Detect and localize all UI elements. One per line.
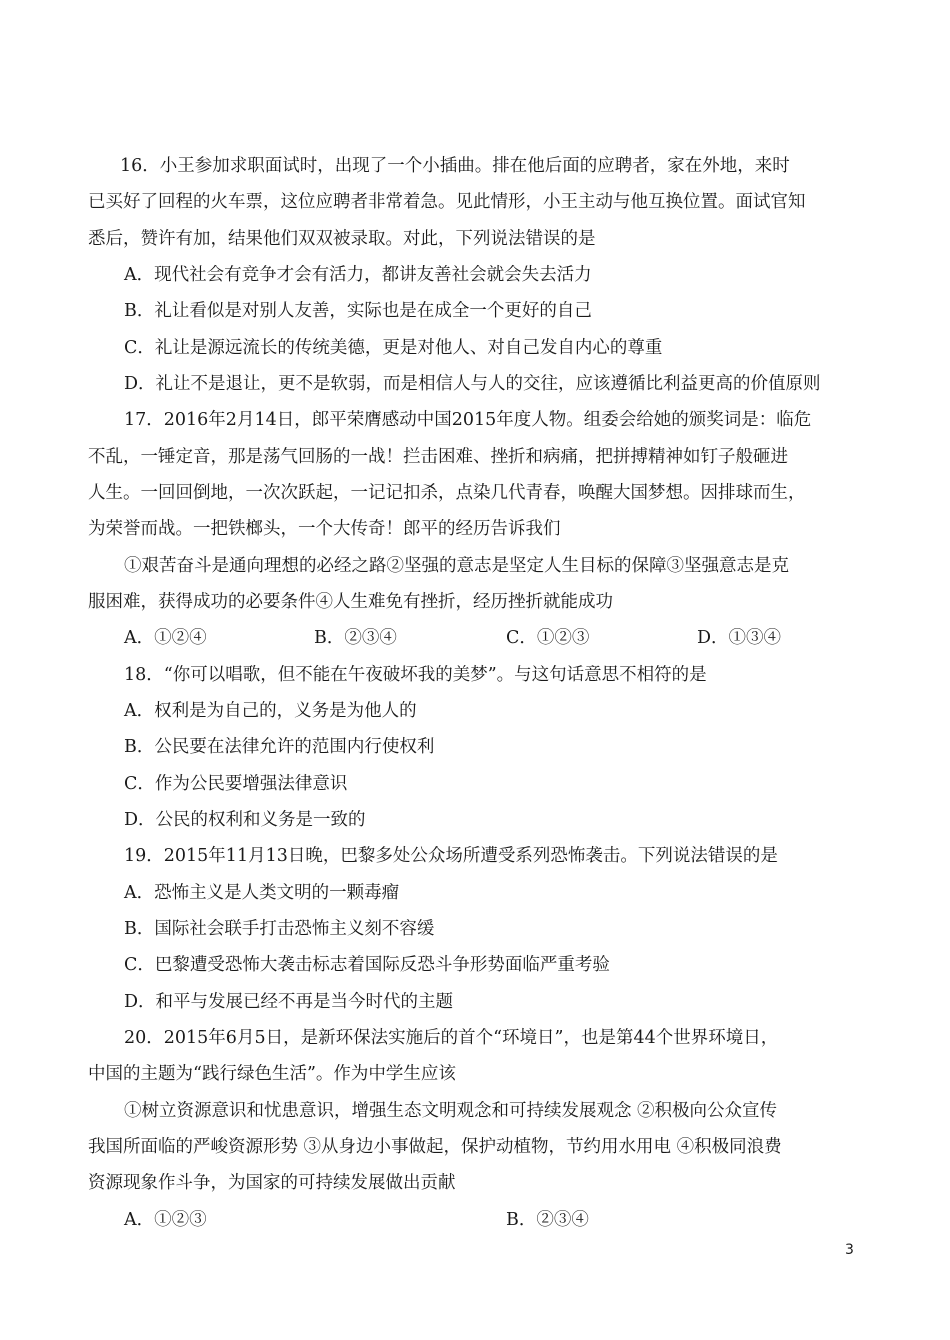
q20-option-a: A．①②③ xyxy=(124,1210,207,1230)
q19-option-d: D．和平与发展已经不再是当今时代的主题 xyxy=(124,992,454,1012)
q17-options-row xyxy=(124,626,864,650)
page-number: 3 xyxy=(845,1242,854,1258)
q16-stem-line-1: 16．小王参加求职面试时，出现了一个小插曲。排在他后面的应聘者，家在外地，来时 xyxy=(120,156,790,176)
q19-stem: 19．2015年11月13日晚，巴黎多处公众场所遭受系列恐怖袭击。下列说法错误的是 xyxy=(124,846,778,866)
q19-option-c: C．巴黎遭受恐怖大袭击标志着国际反恐斗争形势面临严重考验 xyxy=(124,955,610,975)
q16-option-c: C．礼让是源远流长的传统美德，更是对他人、对自己发自内心的尊重 xyxy=(124,338,663,358)
q20-stem-line-2: 中国的主题为“践行绿色生活”。作为中学生应该 xyxy=(88,1064,456,1084)
q16-stem-line-3: 悉后，赞许有加，结果他们双双被录取。对此，下列说法错误的是 xyxy=(88,229,596,249)
q18-option-b: B．公民要在法律允许的范围内行使权利 xyxy=(124,737,435,757)
q16-stem-line-2: 已买好了回程的火车票，这位应聘者非常着急。见此情形，小王主动与他互换位置。面试官知 xyxy=(88,192,806,212)
q20-stem-line-1: 20．2015年6月5日，是新环保法实施后的首个“环境日”，也是第44个世界环境日， xyxy=(124,1028,779,1048)
q17-option-a: A．①②④ xyxy=(124,628,207,648)
q17-stem-line-3: 人生。一回回倒地，一次次跃起，一记记扣杀，点染几代青春，唤醒大国梦想。因排球而生， xyxy=(88,483,806,503)
q19-option-a: A．恐怖主义是人类文明的一颗毒瘤 xyxy=(124,883,400,903)
q20-statement-line-3: 资源现象作斗争，为国家的可持续发展做出贡献 xyxy=(88,1173,456,1193)
q17-statement-line-1: ①艰苦奋斗是通向理想的必经之路②坚强的意志是坚定人生目标的保障③坚强意志是克 xyxy=(124,556,789,576)
q20-options-row xyxy=(124,1208,864,1232)
q17-stem-line-4: 为荣誉而战。一把铁榔头，一个大传奇！郎平的经历告诉我们 xyxy=(88,519,561,539)
q16-option-d: D．礼让不是退让，更不是软弱，而是相信人与人的交往，应该遵循比利益更高的价值原则 xyxy=(124,374,821,394)
q18-option-a: A．权利是为自己的，义务是为他人的 xyxy=(124,701,417,721)
q17-option-c: C．①②③ xyxy=(506,628,590,648)
q19-option-b: B．国际社会联手打击恐怖主义刻不容缓 xyxy=(124,919,435,939)
q20-statement-line-1: ①树立资源意识和忧患意识，增强生态文明观念和可持续发展观念 ②积极向公众宣传 xyxy=(124,1101,778,1121)
q17-statement-line-2: 服困难，获得成功的必要条件④人生难免有挫折，经历挫折就能成功 xyxy=(88,592,613,612)
q17-option-d: D．①③④ xyxy=(697,628,782,648)
q16-option-b: B．礼让看似是对别人友善，实际也是在成全一个更好的自己 xyxy=(124,301,592,321)
q18-option-d: D．公民的权利和义务是一致的 xyxy=(124,810,366,830)
q17-stem-line-2: 不乱，一锤定音，那是荡气回肠的一战！拦击困难、挫折和病痛，把拼搏精神如钉子般砸进 xyxy=(88,447,788,467)
q16-option-a: A．现代社会有竞争才会有活力，都讲友善社会就会失去活力 xyxy=(124,265,592,285)
q20-option-b: B．②③④ xyxy=(506,1210,589,1230)
q18-stem: 18．“你可以唱歌，但不能在午夜破坏我的美梦”。与这句话意思不相符的是 xyxy=(124,665,707,685)
q17-stem-line-1: 17．2016年2月14日，郎平荣膺感动中国2015年度人物。组委会给她的颁奖词是：临危 xyxy=(124,410,812,430)
q18-option-c: C．作为公民要增强法律意识 xyxy=(124,774,348,794)
q20-statement-line-2: 我国所面临的严峻资源形势 ③从身边小事做起，保护动植物，节约用水用电 ④积极同浪费 xyxy=(88,1137,782,1157)
q17-option-b: B．②③④ xyxy=(314,628,397,648)
